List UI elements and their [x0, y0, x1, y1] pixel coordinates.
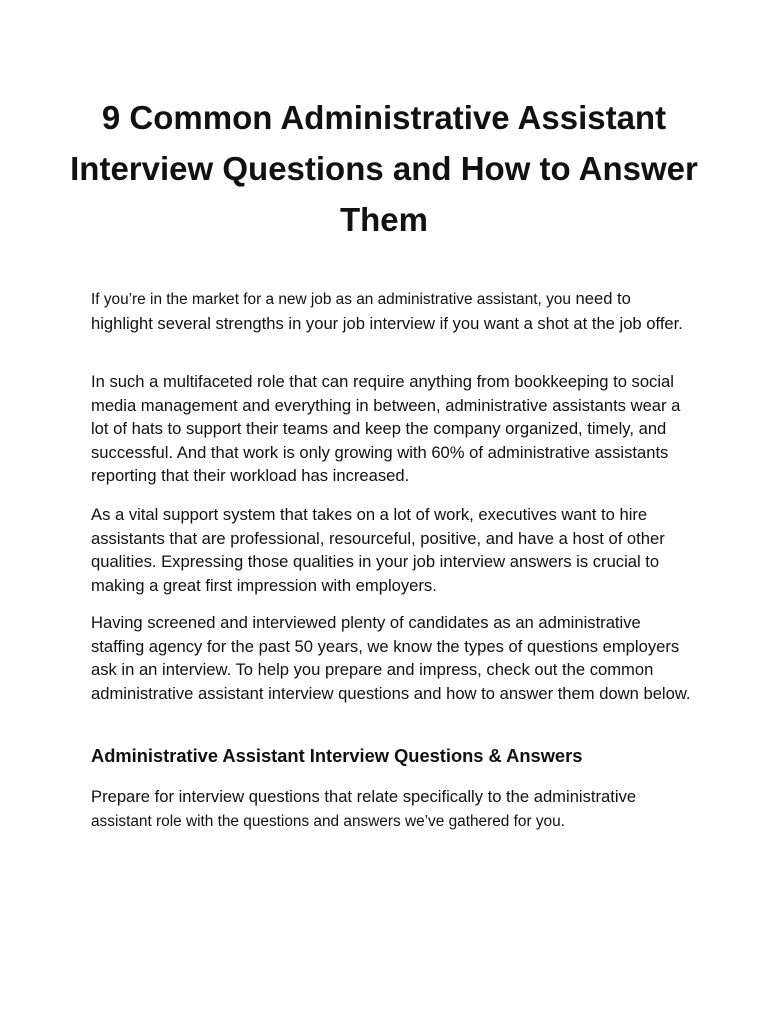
closing-start-text: Prepare for interview questions that relate specifically to the administrative	[91, 787, 637, 806]
section-heading: Administrative Assistant Interview Questions & Answers	[91, 745, 583, 766]
intro-rest-text: need to highlight several strengths in your job interview if you want a shot at the job offer.	[91, 289, 683, 333]
intro-lead-text: If you’re in the market for a new job as an administrative assistant, you	[91, 291, 571, 308]
body-paragraph: Having screened and interviewed plenty of candidates as an administrative staffing agency for the past 50 years, we know the types of questions employers ask in an interview. To help you prepare and impress, check out the common administrative assistant interview questions and how to answer them down below.	[91, 613, 691, 703]
intro-paragraph	[91, 287, 691, 335]
closing-paragraph	[91, 785, 691, 833]
body-paragraph: As a vital support system that takes on a lot of work, executives want to hire assistants that are professional, resourceful, positive, and have a host of other qualities. Expressing those qualities in your job interview answers is crucial to making a great first impression with employers.	[91, 505, 665, 595]
document-title: 9 Common Administrative Assistant Interview Questions and How to Answer Them	[70, 99, 698, 238]
closing-end-text: assistant role with the questions and answers we’ve gathered for you.	[91, 812, 565, 830]
body-paragraph: In such a multifaceted role that can require anything from bookkeeping to social media management and everything in between, administrative assistants wear a lot of hats to support their teams and keep the company organized, timely, and successful. And that work is only growing with 60% of administrative assistants reporting that their workload has increased.	[91, 372, 681, 485]
